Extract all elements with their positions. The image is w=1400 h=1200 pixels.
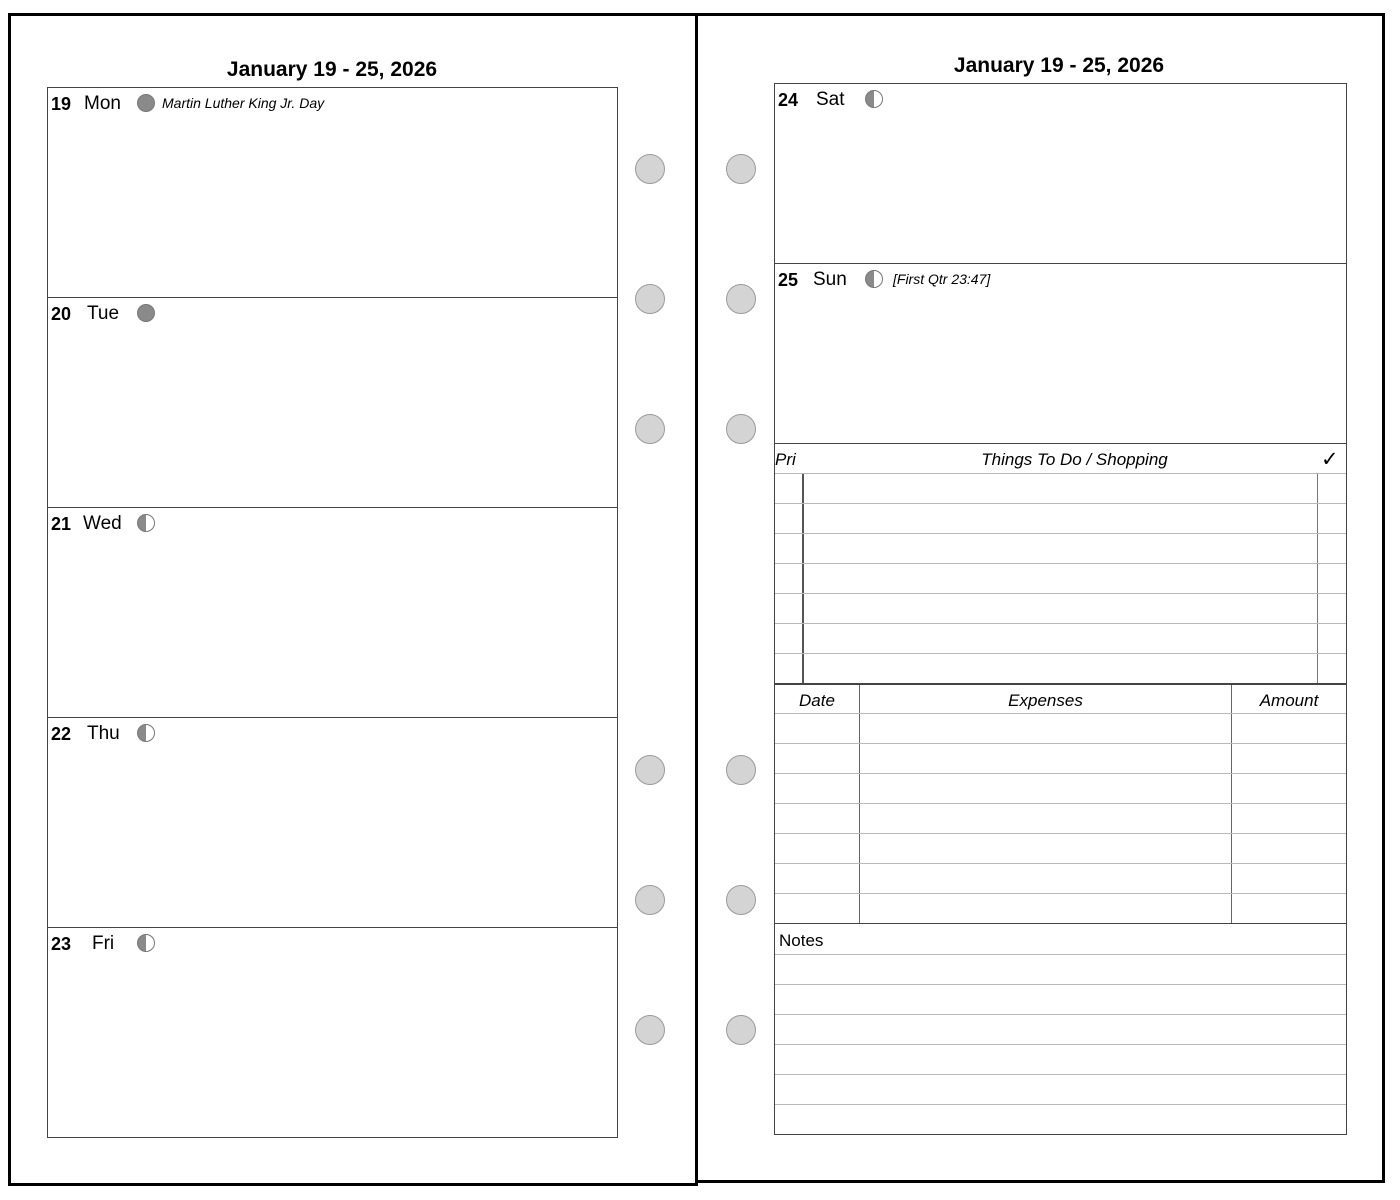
todo-check-divider bbox=[1317, 474, 1318, 683]
todo-line[interactable] bbox=[775, 623, 1346, 624]
day-box-thu[interactable] bbox=[47, 717, 618, 928]
waning-moon-icon bbox=[137, 514, 155, 532]
binder-hole-icon bbox=[635, 154, 665, 184]
binder-hole-icon bbox=[726, 885, 756, 915]
day-number: 21 bbox=[51, 514, 72, 534]
day-name: Wed bbox=[83, 513, 122, 534]
day-number: 25 bbox=[778, 270, 799, 290]
binder-hole-icon bbox=[635, 755, 665, 785]
expenses-amount-label: Amount bbox=[1259, 691, 1319, 710]
day-box-sat[interactable] bbox=[774, 83, 1347, 264]
todo-line[interactable] bbox=[775, 653, 1346, 654]
day-number: 20 bbox=[51, 304, 72, 324]
binder-hole-icon bbox=[635, 284, 665, 314]
day-name: Sun bbox=[813, 269, 847, 290]
binder-hole-icon bbox=[726, 755, 756, 785]
half-moon-icon bbox=[865, 90, 883, 108]
binder-hole-icon bbox=[635, 1015, 665, 1045]
full-moon-icon bbox=[137, 304, 155, 322]
expense-line[interactable] bbox=[775, 743, 1346, 744]
todo-line[interactable] bbox=[775, 563, 1346, 564]
left-page-title: January 19 - 25, 2026 bbox=[226, 58, 438, 81]
day-name: Mon bbox=[84, 93, 121, 114]
notes-label: Notes bbox=[779, 931, 824, 950]
todo-line[interactable] bbox=[775, 503, 1346, 504]
expense-line[interactable] bbox=[775, 713, 1346, 714]
half-moon-icon bbox=[137, 934, 155, 952]
day-name: Sat bbox=[816, 89, 845, 110]
day-box-fri[interactable] bbox=[47, 927, 618, 1138]
binder-hole-icon bbox=[635, 885, 665, 915]
day-box-mon[interactable] bbox=[47, 87, 618, 298]
check-mark-icon: ✓ bbox=[1321, 448, 1339, 471]
notes-line[interactable] bbox=[775, 1014, 1346, 1015]
expense-line[interactable] bbox=[775, 833, 1346, 834]
todo-pri-divider bbox=[802, 474, 804, 683]
todo-pri-label: Pri bbox=[775, 450, 796, 469]
notes-line[interactable] bbox=[775, 984, 1346, 985]
binder-hole-icon bbox=[726, 1015, 756, 1045]
notes-line[interactable] bbox=[775, 1074, 1346, 1075]
expenses-date-divider bbox=[859, 685, 860, 923]
right-page-title: January 19 - 25, 2026 bbox=[953, 54, 1165, 77]
notes-line[interactable] bbox=[775, 1104, 1346, 1105]
day-name: Thu bbox=[87, 723, 120, 744]
waning-moon-icon bbox=[137, 724, 155, 742]
half-moon-icon bbox=[865, 270, 883, 288]
day-name: Tue bbox=[87, 303, 120, 324]
expenses-title: Expenses bbox=[1008, 691, 1083, 710]
day-box-wed[interactable] bbox=[47, 507, 618, 718]
binder-hole-icon bbox=[635, 414, 665, 444]
expense-line[interactable] bbox=[775, 863, 1346, 864]
expenses-date-label: Date bbox=[799, 691, 835, 710]
expenses-amount-divider bbox=[1231, 685, 1232, 923]
day-number: 19 bbox=[51, 94, 72, 114]
notes-line[interactable] bbox=[775, 1044, 1346, 1045]
expense-line[interactable] bbox=[775, 773, 1346, 774]
todo-line[interactable] bbox=[775, 593, 1346, 594]
day-box-tue[interactable] bbox=[47, 297, 618, 508]
day-box-sun[interactable] bbox=[774, 263, 1347, 444]
notes-line[interactable] bbox=[775, 954, 1346, 955]
expense-line[interactable] bbox=[775, 893, 1346, 894]
todo-line[interactable] bbox=[775, 533, 1346, 534]
holiday-note: Martin Luther King Jr. Day bbox=[162, 95, 325, 111]
day-name: Fri bbox=[92, 933, 115, 954]
binder-hole-icon bbox=[726, 154, 756, 184]
binder-hole-icon bbox=[726, 414, 756, 444]
day-number: 23 bbox=[51, 934, 72, 954]
moon-phase-note: [First Qtr 23:47] bbox=[893, 271, 991, 287]
day-number: 22 bbox=[51, 724, 72, 744]
full-moon-icon bbox=[137, 94, 155, 112]
todo-title: Things To Do / Shopping bbox=[981, 450, 1168, 469]
expense-line[interactable] bbox=[775, 803, 1346, 804]
day-number: 24 bbox=[778, 90, 799, 110]
todo-line[interactable] bbox=[775, 473, 1346, 474]
binder-hole-icon bbox=[726, 284, 756, 314]
